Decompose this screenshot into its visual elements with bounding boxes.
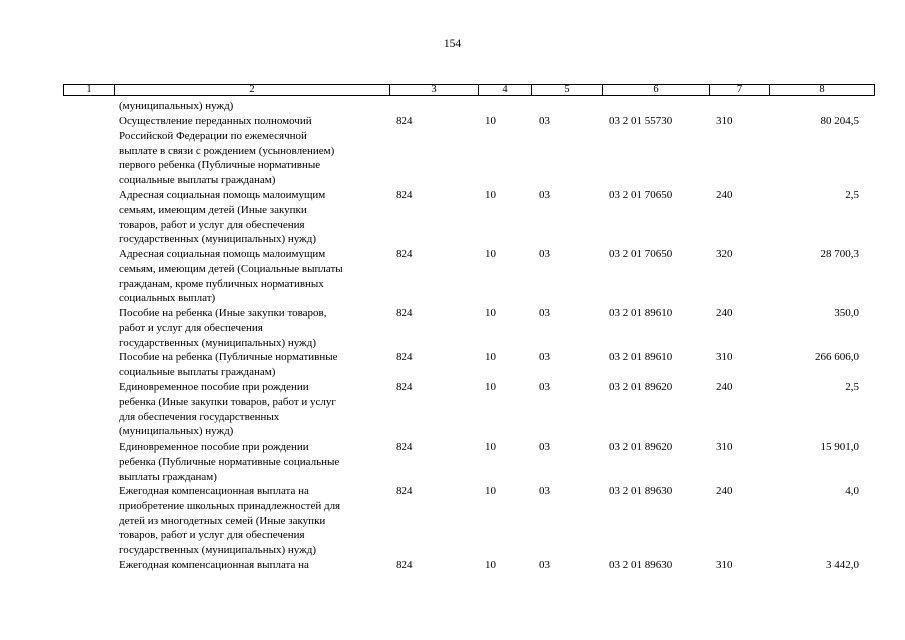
header-col-4: 4: [479, 85, 532, 95]
row-ved: 824: [396, 559, 413, 571]
row-ved: 824: [396, 248, 413, 260]
row-ved: 824: [396, 381, 413, 393]
row-vr: 240: [716, 485, 733, 497]
row-csr: 03 2 01 70650: [609, 248, 673, 260]
header-col-8: 8: [819, 84, 825, 95]
row-sum: 2,5: [845, 189, 859, 201]
row-sum: 3 442,0: [826, 559, 859, 571]
header-col-5: 5: [532, 85, 603, 95]
row-rz: 10: [485, 441, 496, 453]
row-csr: 03 2 01 89610: [609, 307, 673, 319]
row-vr: 240: [716, 189, 733, 201]
row-name: Ежегодная компенсационная выплата на приобретение школьных принадлежностей для детей из многодетных семей (Иные закупки товаров, работ и услуг для обеспечения государственных (муниципальных) нужд): [119, 485, 341, 557]
row-sum: 4,0: [845, 485, 859, 497]
row-name: Адресная социальная помощь малоимущим семьям, имеющим детей (Социальные выплаты гражданам, кроме публичных нормативных социальных выплат): [119, 248, 343, 305]
row-pr: 03: [539, 115, 550, 127]
row-ved: 824: [396, 441, 413, 453]
header-col-2: 2: [115, 85, 390, 95]
row-csr: 03 2 01 89610: [609, 351, 673, 363]
row-pr: 03: [539, 381, 550, 393]
row-rz: 10: [485, 189, 496, 201]
row-pr: 03: [539, 189, 550, 201]
row-pr: 03: [539, 441, 550, 453]
row-name: Пособие на ребенка (Иные закупки товаров, работ и услуг для обеспечения государственных (муниципальных) нужд): [119, 307, 327, 349]
row-sum: 80 204,5: [820, 115, 859, 127]
row-ved: 824: [396, 351, 413, 363]
row-vr: 310: [716, 115, 733, 127]
row-vr: 310: [716, 351, 733, 363]
row-rz: 10: [485, 485, 496, 497]
row-name: Ежегодная компенсационная выплата на: [119, 559, 309, 571]
row-name: Адресная социальная помощь малоимущим семьям, имеющим детей (Иные закупки товаров, работ и услуг для обеспечения государственных (муниципальных) нужд): [119, 189, 326, 246]
row-rz: 10: [485, 381, 496, 393]
row-name: Осуществление переданных полномочий Российской Федерации по ежемесячной выплате в связи с рождением (усыновлением) первого ребенка (Публичные нормативные социальные выплаты гражданам): [119, 115, 335, 187]
row-ved: 824: [396, 485, 413, 497]
row-vr: 310: [716, 441, 733, 453]
row-sum: 15 901,0: [820, 441, 859, 453]
row-csr: 03 2 01 55730: [609, 115, 673, 127]
row-vr: 310: [716, 559, 733, 571]
row-pr: 03: [539, 248, 550, 260]
row-name: Пособие на ребенка (Публичные нормативные социальные выплаты гражданам): [119, 351, 338, 378]
header-col-1: 1: [64, 85, 115, 95]
row-sum: 350,0: [834, 307, 859, 319]
row-csr: 03 2 01 70650: [609, 189, 673, 201]
header-col-7: 7: [710, 85, 770, 95]
row-name: Единовременное пособие при рождении ребенка (Публичные нормативные социальные выплаты гражданам): [119, 441, 340, 483]
row-rz: 10: [485, 351, 496, 363]
row-csr: 03 2 01 89630: [609, 559, 673, 571]
row-csr: 03 2 01 89620: [609, 381, 673, 393]
row-ved: 824: [396, 115, 413, 127]
row-pr: 03: [539, 485, 550, 497]
row-sum: 2,5: [845, 381, 859, 393]
row-vr: 240: [716, 381, 733, 393]
header-col-3: 3: [390, 85, 479, 95]
row-pr: 03: [539, 351, 550, 363]
row-vr: 240: [716, 307, 733, 319]
row-rz: 10: [485, 559, 496, 571]
row-vr: 320: [716, 248, 733, 260]
row-rz: 10: [485, 307, 496, 319]
row-sum: 28 700,3: [820, 248, 859, 260]
header-col-6: 6: [603, 85, 710, 95]
row-ved: 824: [396, 307, 413, 319]
row-rz: 10: [485, 115, 496, 127]
row-csr: 03 2 01 89620: [609, 441, 673, 453]
row-rz: 10: [485, 248, 496, 260]
row-name: Единовременное пособие при рождении ребенка (Иные закупки товаров, работ и услуг для обеспечения государственных (муниципальных) нужд): [119, 381, 336, 438]
row-pr: 03: [539, 559, 550, 571]
row-sum: 266 606,0: [815, 351, 859, 363]
page-number: 154: [443, 38, 462, 50]
row-ved: 824: [396, 189, 413, 201]
row-csr: 03 2 01 89630: [609, 485, 673, 497]
row-pr: 03: [539, 307, 550, 319]
continuation-text: (муниципальных) нужд): [119, 100, 234, 112]
